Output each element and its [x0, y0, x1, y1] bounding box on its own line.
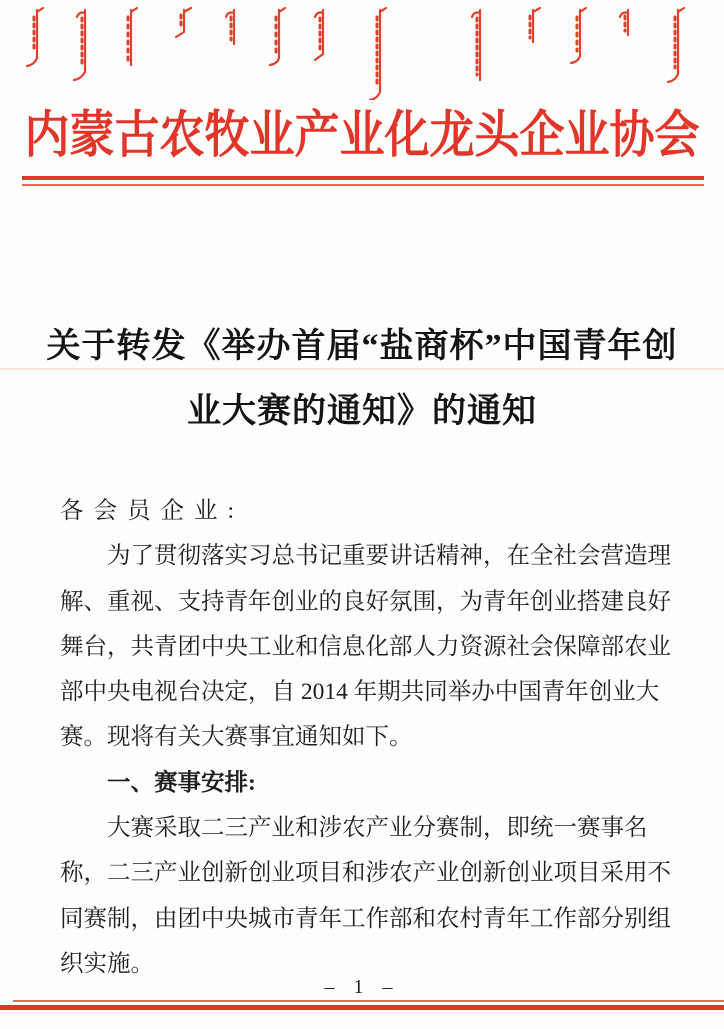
- salutation: 各会员企业:: [60, 498, 245, 524]
- letterhead-rule-thick: [22, 176, 704, 180]
- mongolian-script-header: [0, 4, 724, 100]
- footer-rule-thin: [13, 1000, 724, 1002]
- paragraph-line: 舞台，共青团中央工业和信息化部人力资源社会保障部农业: [60, 633, 671, 660]
- page-number: – 1 –: [324, 976, 400, 998]
- paragraph-line: 同赛制，由团中央城市青年工作部和农村青年工作部分别组: [60, 905, 671, 932]
- paragraph-line: 织实施。: [60, 950, 154, 977]
- document-body: [60, 489, 670, 987]
- paragraph-line: 赛。现将有关大赛事宜通知如下。: [60, 724, 413, 751]
- paragraph-line: 解、重视、支持青年创业的良好氛围，为青年创业搭建良好: [60, 588, 671, 615]
- paragraph-line: 大赛采取二三产业和涉农产业分赛制，即统一赛事名: [107, 815, 648, 842]
- letterhead-rule-thin: [22, 184, 704, 186]
- document-title-line-2: 业大赛的通知》的通知: [187, 393, 537, 430]
- section-heading: 一、赛事安排:: [107, 769, 256, 796]
- paragraph-line: 部中央电视台决定，自 2014 年期共同举办中国青年创业大: [60, 679, 660, 706]
- document-title: [0, 314, 724, 444]
- organization-name-title: 内蒙古农牧业产业化龙头企业协会: [24, 107, 700, 164]
- paragraph-line: 称，二三产业创新创业项目和涉农产业创新创业项目采用不: [60, 860, 671, 887]
- document-title-line-1: 关于转发《举办首届“盐商杯”中国青年创: [46, 328, 678, 365]
- footer-rule-thick: [0, 1005, 724, 1010]
- paragraph-line: 为了贯彻落实习总书记重要讲话精神，在全社会营造理: [107, 543, 671, 570]
